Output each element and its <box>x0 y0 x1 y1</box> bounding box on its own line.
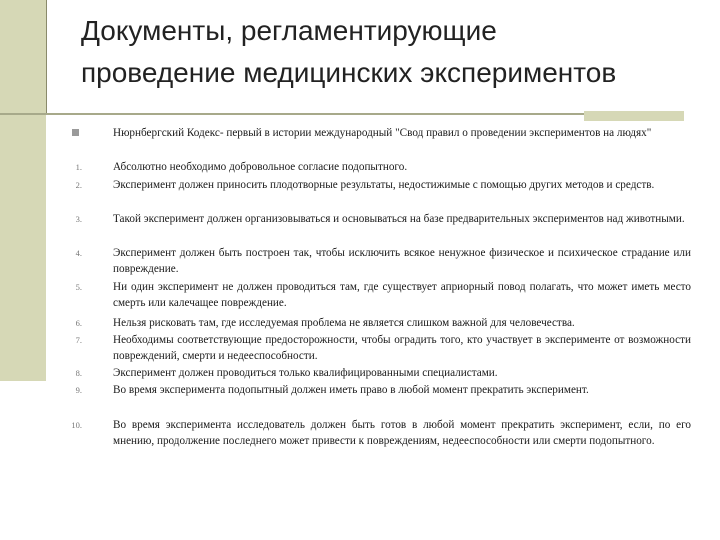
title-divider-horizontal <box>0 113 684 115</box>
list-item-text: Эксперимент должен проводиться только квалифицированными специалистами. <box>113 367 498 379</box>
list-item-number: 1. <box>75 162 82 172</box>
list-item-text: Абсолютно необходимо добровольное согласие подопытного. <box>113 161 408 173</box>
square-bullet-icon <box>72 129 79 136</box>
list-item-number: 7. <box>75 335 82 345</box>
list-item-number: 9. <box>75 385 82 395</box>
list-item-text: Эксперимент должен приносить плодотворные результаты, недостижимые с помощью других методов и средств. <box>113 179 655 191</box>
list-item-text: Нельзя рисковать там, где исследуемая проблема не является слишком важной для человечества. <box>113 317 575 329</box>
list-item-text: Во время эксперимента исследователь должен быть готов в любой момент прекратить эксперимент, если, по его мнению, продолжение последнего может привести к повреждениям, недееспособности или смерти подопытного. <box>113 419 691 447</box>
slide-title <box>81 10 701 94</box>
list-item-number: 8. <box>75 368 82 378</box>
slide-title-line-2: проведение медицинских экспериментов <box>81 57 617 88</box>
left-accent-bar <box>0 0 46 381</box>
list-item-number: 3. <box>75 214 82 224</box>
list-item-text: Эксперимент должен быть построен так, чтобы исключить всякое ненужное физическое и психическое страдание или повреждение. <box>113 247 691 275</box>
slide-title-line-1: Документы, регламентирующие <box>81 15 497 46</box>
list-item-number: 2. <box>75 180 82 190</box>
list-item-number: 10. <box>71 420 82 430</box>
list-item-text: Такой эксперимент должен организовываться и основываться на базе предварительных экспериментов над животными. <box>113 213 685 225</box>
list-item-text: Во время эксперимента подопытный должен иметь право в любой момент прекратить эксперимент. <box>113 384 589 396</box>
list-item-text: Нюрнбергский Кодекс- первый в истории международный "Свод правил о проведении экспериментов на людях" <box>113 127 652 139</box>
list-item-number: 5. <box>75 282 82 292</box>
title-divider-vertical <box>46 0 47 113</box>
accent-block <box>584 111 684 121</box>
list-item-text: Необходимы соответствующие предосторожности, чтобы оградить того, кто участвует в эксперименте от возможности повреждений, смерти и недееспособности. <box>113 334 691 362</box>
list-item-number: 6. <box>75 318 82 328</box>
list-item-number: 4. <box>75 248 82 258</box>
list-item-text: Ни один эксперимент не должен проводиться там, где существует априорный повод полагать, что может иметь место смерть или калечащее повреждение. <box>113 281 691 309</box>
